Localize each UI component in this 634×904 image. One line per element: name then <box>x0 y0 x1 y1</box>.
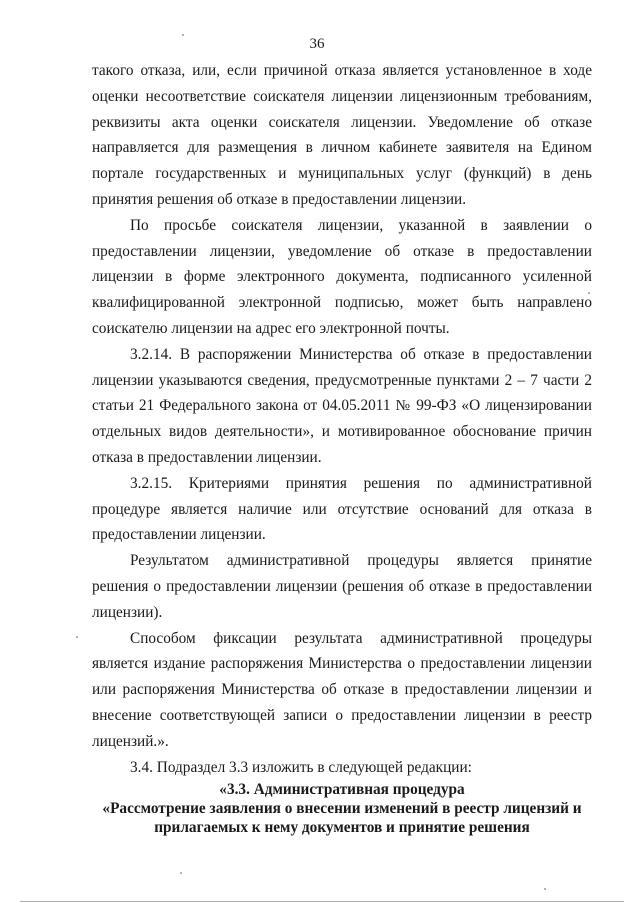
scan-edge-line <box>20 901 624 902</box>
scan-speck <box>76 636 78 638</box>
paragraph-refusal-notice: такого отказа, или, если причиной отказа является установленное в ходе оценки несоответствие соискателя лицензии лицензионным требованиям, реквизиты акта оценки соискателя лицензии. Уведомление об отказе направляется для размещения в личном кабинете заявителя на Едином портале государственных и муниципальных услуг (функций) в день принятия решения об отказе в предоставлении лицензии. <box>92 62 592 208</box>
section-heading-line-3: прилагаемых к нему документов и принятие решения <box>154 819 530 837</box>
paragraph-electronic-notice: По просьбе соискателя лицензии, указанной в заявлении о предоставлении лицензии, уведомление об отказе в предоставлении лицензии в форме электронного документа, подписанного усиленной квалифицированной электронной подписью, может быть направлено соискателю лицензии на адрес его электронной почты. <box>92 216 592 337</box>
paragraph-result-fixation: Способом фиксации результата административной процедуры является издание распоряжения Министерства о предоставлении лицензии или распоряжения Министерства об отказе в предоставлении лицензии и внесение соответствующей записи о предоставлении лицензии в реестр лицензий.». <box>92 629 592 750</box>
section-heading-line-2: «Рассмотрение заявления о внесении изменений в реестр лицензий и <box>102 800 582 818</box>
paragraph-3-2-14: 3.2.14. В распоряжении Министерства об отказе в предоставлении лицензии указываются сведения, предусмотренные пунктами 2 – 7 части 2 статьи 21 Федерального закона от 04.05.2011 № 99-ФЗ «О лицензировании отдельных видов деятельности», и мотивированное обоснование причин отказа в предоставлении лицензии. <box>92 345 592 466</box>
scan-speck <box>182 34 184 36</box>
page-number: 36 <box>309 36 325 52</box>
section-heading-line-1: «3.3. Административная процедура <box>219 781 465 799</box>
paragraph-procedure-result: Результатом административной процедуры является принятие решения о предоставлении лицензии (решения об отказе в предоставлении лицензии). <box>92 552 592 621</box>
paragraph-3-2-15: 3.2.15. Критериями принятия решения по административной процедуре является наличие или отсутствие оснований для отказа в предоставлении лицензии. <box>92 474 592 544</box>
scan-speck <box>180 872 182 874</box>
scan-speck <box>588 292 590 294</box>
paragraph-3-4: 3.4. Подраздел 3.3 изложить в следующей редакции: <box>130 758 472 776</box>
scan-speck <box>544 888 546 890</box>
document-body <box>92 58 592 837</box>
